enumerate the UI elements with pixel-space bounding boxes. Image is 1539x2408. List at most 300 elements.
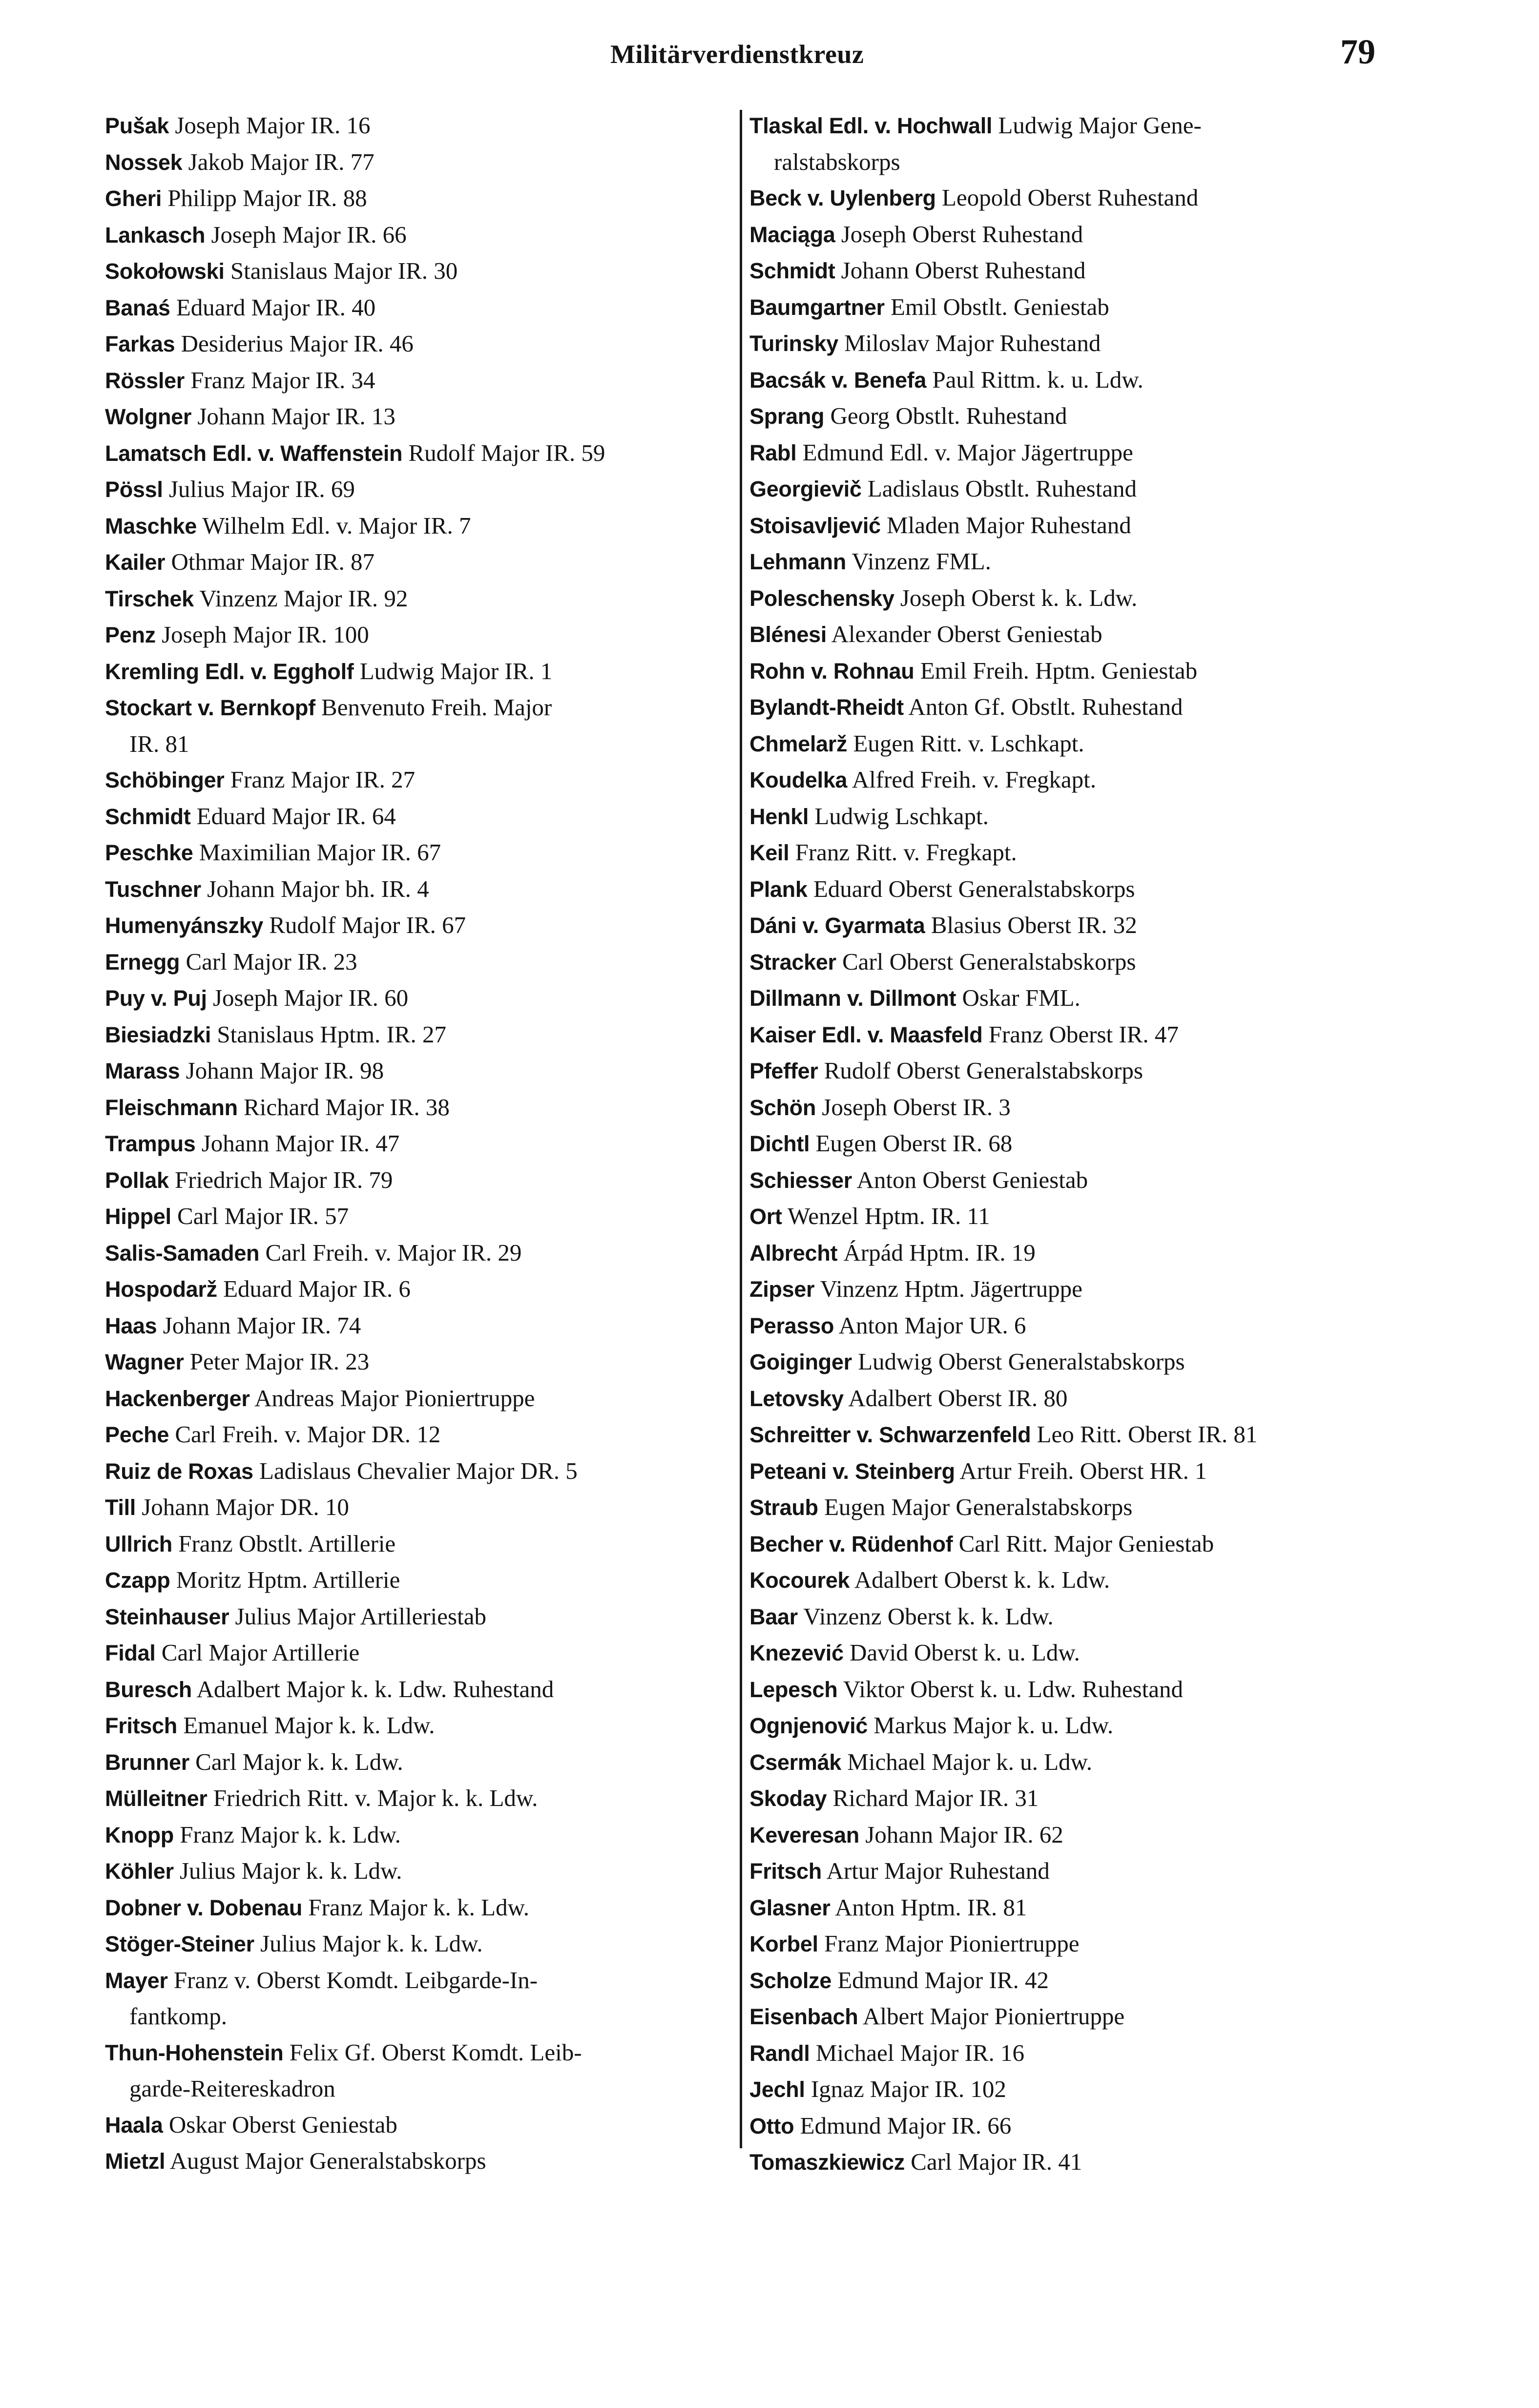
entry-details: Anton Gf. Obstlt. Ruhestand: [908, 693, 1183, 720]
entry-surname: Dáni v. Gyarmata: [749, 913, 925, 938]
entry-details: Rudolf Major IR. 67: [269, 912, 466, 938]
entry-surname: Hackenberger: [105, 1386, 250, 1411]
entry-surname: Tlaskal Edl. v. Hochwall: [749, 113, 993, 138]
entry-continuation: garde-Reitereskadron: [129, 2075, 335, 2102]
entry-surname: Buresch: [105, 1677, 192, 1702]
entry-details: Emil Freih. Hptm. Geniestab: [920, 657, 1198, 684]
entry-surname: Koudelka: [749, 768, 848, 792]
entry-details: Leopold Oberst Ruhestand: [941, 184, 1199, 211]
entry-surname: Wolgner: [105, 404, 192, 429]
entry-details: Leo Ritt. Oberst IR. 81: [1037, 1421, 1258, 1448]
list-entry: [749, 1853, 1384, 1889]
list-entry: [749, 1562, 1384, 1598]
entry-details: Johann Oberst Ruhestand: [841, 257, 1086, 284]
entry-details: Philipp Major IR. 88: [167, 185, 367, 211]
entry-details: Carl Freih. v. Major DR. 12: [175, 1421, 441, 1448]
running-title: Militärverdienstkreuz: [610, 40, 864, 69]
entry-details: Julius Major k. k. Ldw.: [260, 1930, 483, 1957]
list-entry: [749, 798, 1384, 835]
column-divider: [740, 110, 742, 2148]
entry-details: Oskar FML.: [962, 984, 1081, 1011]
entry-details: Joseph Oberst Ruhestand: [841, 220, 1083, 248]
list-entry: [749, 980, 1384, 1017]
entry-details: Richard Major IR. 31: [832, 1785, 1039, 1811]
entry-surname: Stöger-Steiner: [105, 1931, 254, 1956]
entry-details: August Major Generalstabskorps: [169, 2147, 486, 2174]
entry-details: Ludwig Major Gene-: [998, 112, 1202, 139]
entry-surname: Farkas: [105, 332, 175, 356]
entry-details: Eugen Ritt. v. Lschkapt.: [853, 729, 1084, 757]
entry-surname: Rabl: [749, 440, 797, 465]
entry-details: Johann Major IR. 13: [197, 403, 395, 430]
list-entry: [749, 944, 1384, 980]
entry-surname: Mülleitner: [105, 1786, 208, 1811]
entry-details: Albert Major Pioniertruppe: [862, 2003, 1125, 2030]
list-entry: [105, 907, 740, 944]
entry-surname: Salis-Samaden: [105, 1240, 260, 1266]
list-entry: [105, 253, 740, 290]
entry-details: Stanislaus Hptm. IR. 27: [217, 1020, 446, 1048]
page-header: [0, 29, 1539, 83]
entry-surname: Becher v. Rüdenhof: [749, 1531, 953, 1557]
entry-surname: Ognjenović: [749, 1713, 868, 1738]
entry-details: Wenzel Hptm. IR. 11: [787, 1203, 990, 1229]
list-entry: [749, 1380, 1384, 1417]
entry-surname: Schön: [749, 1095, 816, 1120]
entry-surname: Schmidt: [105, 804, 191, 829]
entry-details: Andreas Major Pioniertruppe: [254, 1384, 535, 1412]
entry-surname: Tuschner: [105, 876, 201, 902]
list-entry: [105, 1817, 740, 1853]
list-entry: [105, 107, 740, 144]
entry-surname: Letovsky: [749, 1386, 844, 1411]
entry-details: Anton Oberst Geniestab: [856, 1166, 1088, 1193]
list-entry: [105, 581, 740, 617]
entry-details: Ladislaus Chevalier Major DR. 5: [259, 1457, 578, 1484]
entry-details: Carl Major IR. 41: [911, 2148, 1082, 2175]
list-entry: [105, 544, 740, 581]
list-entry: [105, 435, 740, 472]
entry-details: Ludwig Lschkapt.: [814, 802, 989, 830]
entry-details: Julius Major k. k. Ldw.: [179, 1857, 402, 1884]
list-entry: [749, 398, 1384, 435]
list-entry: [105, 762, 740, 798]
entry-details: Vinzenz Major IR. 92: [199, 584, 408, 612]
entry-surname: Stockart v. Bernkopf: [105, 695, 315, 720]
entry-surname: Korbel: [749, 1931, 818, 1956]
entry-details: Franz Major IR. 27: [230, 766, 416, 793]
list-entry: [749, 180, 1384, 216]
entry-details: Franz Major k. k. Ldw.: [308, 1893, 530, 1921]
list-entry: [105, 362, 740, 399]
entry-details: Vinzenz Oberst k. k. Ldw.: [803, 1602, 1054, 1630]
list-entry: [105, 1962, 740, 2034]
list-entry: [749, 580, 1384, 617]
entry-surname: Ruiz de Roxas: [105, 1458, 253, 1484]
entry-surname: Ernegg: [105, 949, 180, 975]
list-entry: [749, 1780, 1384, 1817]
entry-details: Maximilian Major IR. 67: [199, 839, 441, 866]
list-entry: [749, 653, 1384, 689]
list-entry: [105, 1889, 740, 1926]
entry-details: Ludwig Oberst Generalstabskorps: [858, 1348, 1185, 1375]
entry-surname: Fleischmann: [105, 1095, 238, 1120]
entry-details: Carl Major IR. 23: [186, 948, 357, 975]
list-entry: [749, 325, 1384, 362]
entry-details: Blasius Oberst IR. 32: [931, 912, 1137, 938]
entry-details: Mladen Major Ruhestand: [887, 511, 1131, 539]
entry-details: Eduard Major IR. 64: [196, 802, 396, 830]
entry-surname: Tirschek: [105, 586, 194, 611]
entry-surname: Henkl: [749, 804, 809, 829]
list-entry: [749, 1235, 1384, 1271]
entry-details: Joseph Oberst IR. 3: [822, 1093, 1011, 1121]
entry-details: Carl Ritt. Major Geniestab: [958, 1530, 1214, 1557]
list-entry: [749, 216, 1384, 253]
entry-surname: Bylandt-Rheidt: [749, 695, 904, 720]
entry-details: Ignaz Major IR. 102: [811, 2076, 1006, 2102]
entry-details: Rudolf Oberst Generalstabskorps: [824, 1057, 1143, 1084]
list-entry: [749, 1998, 1384, 2035]
list-entry: [749, 762, 1384, 798]
entry-details: Eugen Oberst IR. 68: [815, 1130, 1013, 1157]
left-column: [105, 107, 740, 2180]
list-entry: [105, 2034, 740, 2107]
list-entry: [105, 1853, 740, 1889]
entry-surname: Pfeffer: [749, 1059, 818, 1083]
list-entry: [749, 1344, 1384, 1380]
entry-details: Johann Major IR. 47: [201, 1130, 400, 1157]
list-entry: [105, 1344, 740, 1380]
list-entry: [105, 1671, 740, 1708]
entry-surname: Albrecht: [749, 1240, 838, 1266]
entry-surname: Wagner: [105, 1349, 184, 1374]
list-entry: [749, 1271, 1384, 1308]
entry-surname: Baumgartner: [749, 294, 885, 320]
entry-surname: Humenyánszky: [105, 913, 264, 938]
entry-surname: Glasner: [749, 1895, 831, 1920]
list-entry: [105, 834, 740, 871]
entry-continuation: IR. 81: [129, 730, 189, 757]
entry-surname: Biesiadzki: [105, 1022, 211, 1047]
list-entry: [105, 1526, 740, 1562]
list-entry: [105, 1162, 740, 1199]
entry-surname: Georgievič: [749, 477, 862, 501]
entry-surname: Rohn v. Rohnau: [749, 658, 915, 684]
list-entry: [749, 1089, 1384, 1126]
entry-surname: Poleschensky: [749, 585, 894, 611]
entry-details: Emanuel Major k. k. Ldw.: [183, 1712, 435, 1739]
entry-details: Oskar Oberst Geniestab: [168, 2111, 397, 2138]
entry-surname: Keveresan: [749, 1822, 859, 1848]
list-entry: [105, 653, 740, 690]
entry-details: Joseph Major IR. 60: [212, 984, 409, 1011]
list-entry: [105, 1271, 740, 1308]
entry-surname: Brunner: [105, 1749, 189, 1775]
entry-surname: Dillmann v. Dillmont: [749, 986, 957, 1011]
list-entry: [749, 689, 1384, 726]
entry-surname: Peteani v. Steinberg: [749, 1458, 955, 1484]
list-entry: [749, 1053, 1384, 1089]
list-entry: [105, 1926, 740, 1962]
entry-surname: Schreitter v. Schwarzenfeld: [749, 1422, 1031, 1447]
entry-details: Artur Freih. Oberst HR. 1: [959, 1457, 1207, 1484]
entry-surname: Otto: [749, 2113, 794, 2138]
list-entry: [105, 798, 740, 835]
entry-surname: Fritsch: [749, 1859, 822, 1884]
list-entry: [749, 1125, 1384, 1162]
entry-surname: Pössl: [105, 477, 163, 502]
entry-details: Julius Major Artilleriestab: [235, 1602, 486, 1630]
list-entry: [105, 217, 740, 253]
list-entry: [749, 1416, 1384, 1453]
list-entry: [105, 508, 740, 544]
list-entry: [105, 980, 740, 1017]
entry-details: Franz Major k. k. Ldw.: [180, 1821, 401, 1848]
entry-surname: Fritsch: [105, 1713, 177, 1738]
entry-details: Viktor Oberst k. u. Ldw. Ruhestand: [843, 1675, 1183, 1702]
entry-surname: Schöbinger: [105, 768, 225, 792]
entry-details: Joseph Major IR. 16: [175, 112, 371, 139]
entry-surname: Gheri: [105, 186, 162, 211]
entry-surname: Eisenbach: [749, 2004, 858, 2029]
list-entry: [749, 507, 1384, 544]
entry-details: Johann Major IR. 74: [163, 1311, 361, 1339]
entry-surname: Schiesser: [749, 1167, 852, 1193]
entry-surname: Mietzl: [105, 2149, 166, 2174]
list-entry: [749, 726, 1384, 762]
entry-surname: Straub: [749, 1495, 818, 1520]
entry-surname: Dichtl: [749, 1131, 810, 1156]
entry-details: Edmund Major IR. 66: [800, 2112, 1012, 2139]
list-entry: [749, 1707, 1384, 1744]
entry-details: Miloslav Major Ruhestand: [844, 330, 1101, 356]
entry-details: Eduard Major IR. 6: [223, 1275, 411, 1302]
entry-details: Moritz Hptm. Artillerie: [176, 1566, 400, 1593]
entry-surname: Lankasch: [105, 222, 206, 248]
entry-surname: Trampus: [105, 1131, 196, 1156]
entry-details: Adalbert Oberst k. k. Ldw.: [854, 1566, 1110, 1593]
entry-surname: Haala: [105, 2112, 163, 2138]
entry-surname: Turinsky: [749, 331, 838, 356]
list-entry: [749, 1926, 1384, 1962]
entry-surname: Peche: [105, 1422, 169, 1447]
entry-surname: Peschke: [105, 840, 193, 865]
entry-surname: Hospodarž: [105, 1277, 217, 1302]
list-entry: [105, 1453, 740, 1490]
entry-surname: Beck v. Uylenberg: [749, 186, 936, 210]
entry-details: Adalbert Oberst IR. 80: [848, 1384, 1068, 1412]
right-column: [749, 107, 1384, 2180]
entry-details: Felix Gf. Oberst Komdt. Leib-: [289, 2038, 582, 2066]
list-entry: [105, 689, 740, 762]
list-entry: [105, 2107, 740, 2143]
entry-details: Adalbert Major k. k. Ldw. Ruhestand: [196, 1675, 554, 1702]
list-entry: [105, 1780, 740, 1817]
entry-details: Ladislaus Obstlt. Ruhestand: [867, 475, 1137, 502]
entry-surname: Mayer: [105, 1968, 168, 1993]
entry-surname: Skoday: [749, 1786, 827, 1811]
entry-surname: Haas: [105, 1313, 157, 1338]
entry-surname: Kremling Edl. v. Eggholf: [105, 659, 354, 684]
entry-surname: Knopp: [105, 1822, 174, 1848]
entry-details: Benvenuto Freih. Major: [321, 694, 552, 721]
entry-surname: Randl: [749, 2040, 810, 2066]
entry-details: David Oberst k. u. Ldw.: [849, 1639, 1080, 1666]
list-entry: [105, 290, 740, 326]
entry-details: Ludwig Major IR. 1: [359, 657, 553, 685]
entry-surname: Schmidt: [749, 258, 835, 283]
list-entry: [105, 180, 740, 217]
entry-details: Eduard Oberst Generalstabskorps: [813, 875, 1135, 902]
entry-details: Carl Major k. k. Ldw.: [195, 1748, 403, 1775]
entry-details: Franz Major IR. 34: [190, 366, 375, 394]
entry-details: Carl Major IR. 57: [177, 1203, 349, 1229]
entry-details: Franz Ritt. v. Fregkapt.: [795, 839, 1017, 866]
entry-details: Franz Obstlt. Artillerie: [178, 1530, 396, 1557]
list-entry: [749, 616, 1384, 653]
entry-details: Julius Major IR. 69: [168, 476, 355, 502]
entry-details: Johann Major DR. 10: [142, 1494, 349, 1520]
entry-surname: Chmelarž: [749, 731, 848, 756]
list-entry: [749, 1489, 1384, 1526]
list-entry: [749, 1889, 1384, 1926]
list-entry: [749, 252, 1384, 289]
list-entry: [105, 1598, 740, 1635]
entry-details: Anton Major UR. 6: [838, 1311, 1026, 1339]
entry-details: Edmund Edl. v. Major Jägertruppe: [802, 438, 1133, 466]
entry-continuation: ralstabskorps: [774, 148, 900, 175]
entry-surname: Goiginger: [749, 1349, 852, 1374]
entry-surname: Banaś: [105, 295, 170, 320]
list-entry: [749, 1453, 1384, 1490]
entry-surname: Fidal: [105, 1640, 156, 1665]
entry-details: Paul Rittm. k. u. Ldw.: [932, 366, 1144, 393]
list-entry: [749, 871, 1384, 908]
entry-details: Vinzenz FML.: [852, 548, 991, 575]
entry-details: Vinzenz Hptm. Jägertruppe: [820, 1275, 1082, 1302]
list-entry: [749, 1162, 1384, 1199]
entry-surname: Thun-Hohenstein: [105, 2040, 284, 2065]
entry-details: Eugen Major Generalstabskorps: [824, 1494, 1133, 1520]
entry-details: Othmar Major IR. 87: [171, 548, 374, 575]
list-entry: [105, 144, 740, 181]
entry-surname: Keil: [749, 840, 790, 865]
entry-surname: Perasso: [749, 1313, 834, 1338]
entry-surname: Sprang: [749, 404, 825, 429]
entry-details: Friedrich Ritt. v. Major k. k. Ldw.: [213, 1785, 538, 1811]
list-entry: [749, 2035, 1384, 2072]
entry-details: Georg Obstlt. Ruhestand: [830, 402, 1067, 429]
list-entry: [105, 1089, 740, 1126]
entry-surname: Ort: [749, 1204, 782, 1229]
entry-surname: Blénesi: [749, 622, 827, 647]
entry-details: Michael Major IR. 16: [815, 2039, 1025, 2066]
entry-surname: Czapp: [105, 1568, 170, 1593]
list-entry: [749, 2071, 1384, 2108]
entry-surname: Rössler: [105, 368, 185, 393]
entry-details: Friedrich Major IR. 79: [175, 1166, 393, 1193]
entry-surname: Tomaszkiewicz: [749, 2150, 905, 2175]
list-entry: [749, 1526, 1384, 1562]
list-entry: [105, 1489, 740, 1526]
entry-details: Artur Major Ruhestand: [826, 1857, 1050, 1884]
list-entry: [749, 2108, 1384, 2144]
entry-continuation: fantkomp.: [129, 2003, 228, 2030]
entry-surname: Kailer: [105, 550, 166, 575]
list-entry: [749, 107, 1384, 180]
list-entry: [749, 471, 1384, 507]
entry-details: Anton Hptm. IR. 81: [835, 1893, 1027, 1921]
entry-surname: Stracker: [749, 949, 836, 975]
list-entry: [749, 1817, 1384, 1853]
entry-details: Carl Major Artillerie: [161, 1639, 360, 1666]
list-entry: [105, 1053, 740, 1089]
list-entry: [105, 398, 740, 435]
list-entry: [105, 1380, 740, 1417]
entry-surname: Puy v. Puj: [105, 986, 207, 1011]
list-entry: [749, 1635, 1384, 1671]
entry-details: Desiderius Major IR. 46: [181, 330, 414, 357]
entry-surname: Sokołowski: [105, 259, 225, 284]
entry-details: Johann Major IR. 62: [865, 1821, 1063, 1848]
list-entry: [749, 1017, 1384, 1053]
entry-surname: Kocourek: [749, 1568, 850, 1593]
entry-surname: Pollak: [105, 1167, 169, 1193]
entry-details: Richard Major IR. 38: [244, 1093, 450, 1121]
entry-surname: Steinhauser: [105, 1604, 229, 1629]
entry-surname: Lehmann: [749, 549, 846, 574]
entry-surname: Marass: [105, 1059, 180, 1083]
entry-details: Alfred Freih. v. Fregkapt.: [852, 766, 1097, 793]
list-entry: [105, 1308, 740, 1344]
list-entry: [749, 435, 1384, 471]
entry-surname: Bacsák v. Benefa: [749, 367, 927, 393]
list-entry: [105, 326, 740, 362]
list-entry: [749, 1198, 1384, 1235]
entry-details: Edmund Major IR. 42: [837, 1966, 1049, 1993]
entry-details: Johann Major bh. IR. 4: [207, 875, 429, 902]
entry-surname: Maciąga: [749, 222, 835, 247]
entry-surname: Lamatsch Edl. v. Waffenstein: [105, 440, 403, 466]
entry-details: Carl Freih. v. Major IR. 29: [265, 1239, 522, 1266]
entry-surname: Baar: [749, 1604, 798, 1629]
entry-details: Franz Oberst IR. 47: [988, 1020, 1179, 1048]
entry-surname: Penz: [105, 623, 156, 647]
entry-surname: Till: [105, 1495, 136, 1520]
entry-surname: Kaiser Edl. v. Maasfeld: [749, 1022, 983, 1047]
entry-surname: Stoisavljević: [749, 513, 881, 538]
entry-surname: Lepesch: [749, 1677, 838, 1702]
list-entry: [105, 1198, 740, 1235]
entry-details: Eduard Major IR. 40: [176, 293, 376, 321]
entry-details: Wilhelm Edl. v. Major IR. 7: [202, 512, 471, 539]
list-entry: [749, 362, 1384, 398]
entry-details: Franz v. Oberst Komdt. Leibgarde-In-: [173, 1966, 538, 1993]
list-entry: [105, 1235, 740, 1271]
entry-surname: Köhler: [105, 1859, 174, 1884]
entry-details: Joseph Major IR. 66: [211, 221, 407, 248]
list-entry: [749, 907, 1384, 944]
entry-details: Joseph Oberst k. k. Ldw.: [900, 584, 1138, 611]
list-entry: [749, 1962, 1384, 1999]
entry-surname: Maschke: [105, 513, 197, 539]
entry-surname: Csermák: [749, 1749, 842, 1775]
entry-surname: Dobner v. Dobenau: [105, 1895, 303, 1920]
entry-details: Michael Major k. u. Ldw.: [847, 1748, 1092, 1775]
entry-details: Peter Major IR. 23: [189, 1348, 370, 1375]
entry-surname: Jechl: [749, 2077, 805, 2102]
